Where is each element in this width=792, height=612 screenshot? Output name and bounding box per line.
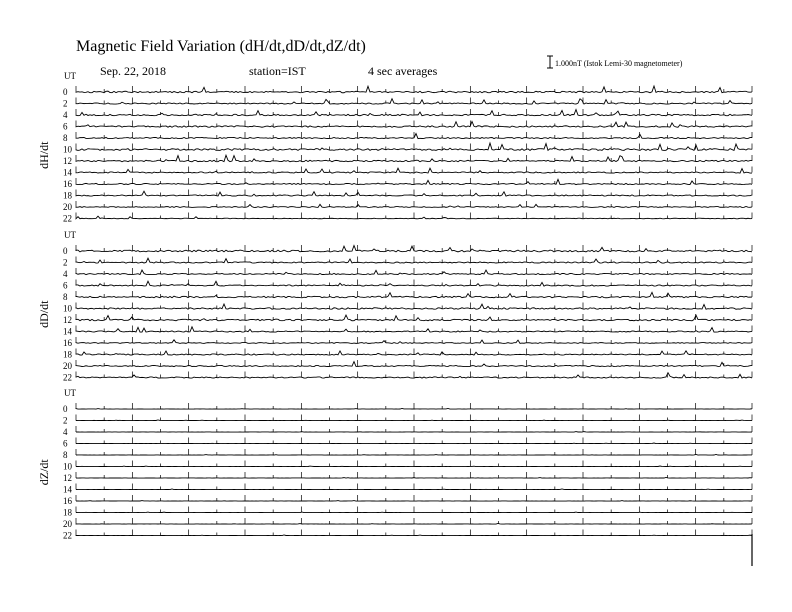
row-label: 2 <box>63 98 68 109</box>
row-label: 10 <box>63 144 72 155</box>
averaging-label: 4 sec averages <box>368 64 438 78</box>
row-label: 16 <box>63 179 72 189</box>
row-label: 10 <box>63 303 72 314</box>
row-label: 12 <box>63 315 72 325</box>
ylabel-dZ-dt: dZ/dt <box>37 459 51 486</box>
row-label: 2 <box>63 257 68 268</box>
row-label: 12 <box>63 156 72 166</box>
row-label: 10 <box>63 461 72 472</box>
row-label: 8 <box>63 133 68 143</box>
row-label: 8 <box>63 292 68 302</box>
row-label: 22 <box>63 213 72 224</box>
row-label: 8 <box>63 450 68 460</box>
ut-label-2: UT <box>64 388 76 398</box>
row-label: 16 <box>63 338 72 348</box>
row-label: 4 <box>63 427 68 437</box>
row-label: 18 <box>63 190 72 201</box>
row-label: 16 <box>63 496 72 506</box>
scale-label: 1.000nT (Istok Lemi-30 magnetometer) <box>555 59 683 68</box>
row-label: 14 <box>63 484 72 495</box>
row-label: 4 <box>63 110 68 120</box>
row-label: 6 <box>63 438 68 449</box>
ylabel-dH-dt: dH/dt <box>37 141 51 169</box>
chart-title: Magnetic Field Variation (dH/dt,dD/dt,dZ/dt) <box>76 38 366 55</box>
ut-label-0: UT <box>64 71 76 81</box>
row-label: 12 <box>63 473 72 483</box>
row-label: 22 <box>63 530 72 541</box>
row-label: 0 <box>63 87 68 97</box>
row-label: 22 <box>63 372 72 383</box>
row-label: 18 <box>63 507 72 518</box>
row-label: 0 <box>63 404 68 414</box>
date-label: Sep. 22, 2018 <box>100 64 166 78</box>
row-label: 6 <box>63 280 68 291</box>
row-label: 14 <box>63 326 72 337</box>
row-label: 4 <box>63 269 68 279</box>
row-label: 18 <box>63 349 72 360</box>
ylabel-dD-dt: dD/dt <box>37 300 51 328</box>
row-label: 20 <box>63 519 72 529</box>
ut-label-1: UT <box>64 230 76 240</box>
row-label: 6 <box>63 121 68 132</box>
row-label: 0 <box>63 246 68 256</box>
row-label: 20 <box>63 202 72 212</box>
row-label: 2 <box>63 415 68 426</box>
row-label: 14 <box>63 167 72 178</box>
row-label: 20 <box>63 361 72 371</box>
station-label: station=IST <box>249 64 306 78</box>
